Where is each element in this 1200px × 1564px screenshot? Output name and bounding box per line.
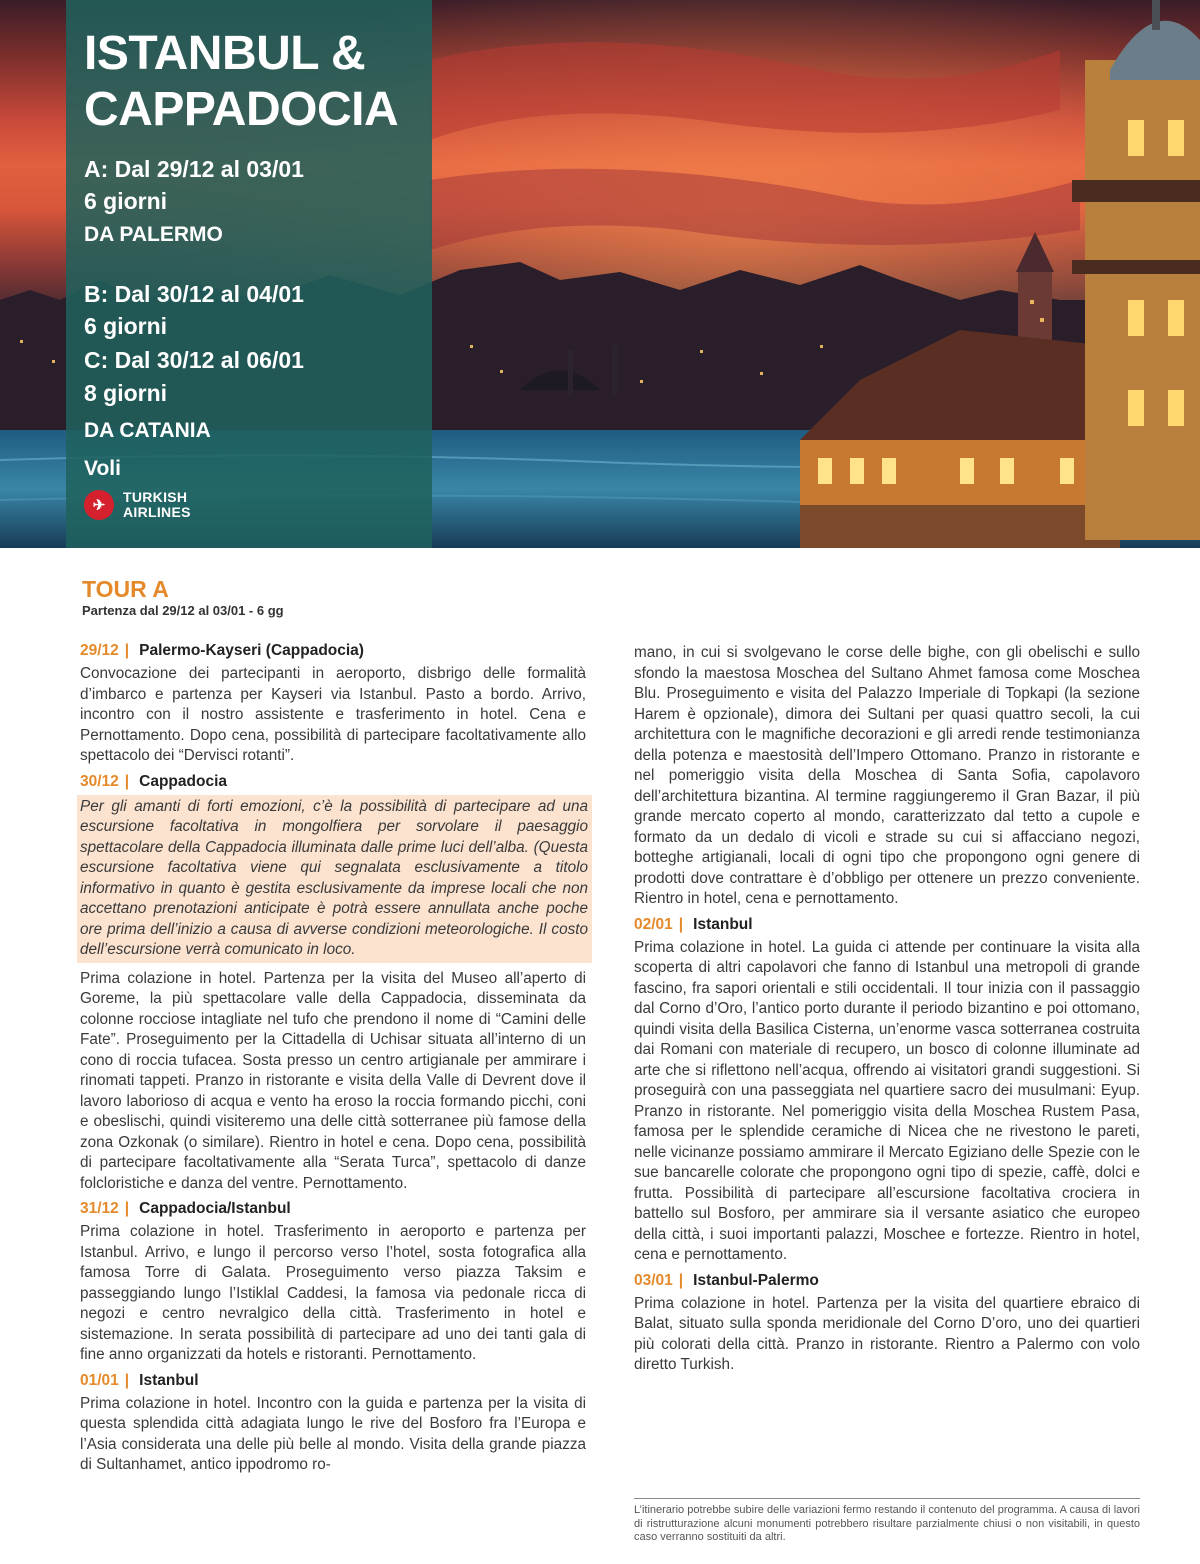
- flights-label: Voli: [84, 457, 121, 480]
- title-line-2: CAPPADOCIA: [84, 83, 399, 136]
- day-01-01: [80, 1370, 586, 1476]
- day-separator: |: [124, 642, 130, 659]
- day-heading: [80, 1370, 586, 1391]
- day-29-12: [80, 640, 586, 767]
- day-date: 31/12: [80, 1200, 119, 1217]
- day-place: Istanbul: [693, 915, 753, 933]
- optional-excursion-note: Per gli amanti di forti emozioni, c’è la possibilità di partecipare ad una escursione facoltativa in mongolfiera per sorvolare il paesaggio spettacolare della Cappadocia illuminata dalle prime luci dell’alba. (Questa escursione facoltativa viene qui segnalata esclusivamente a titolo informativo in quanto è gestita esclusivamente da imprese locali che non accettano prenotazioni anticipate è potrà essere annullata anche poche ore prima dell’inizio a causa di avverse condizioni meteorologiche. Il costo dell’escursione verrà comunicato in loco.: [77, 795, 592, 963]
- day-30-12: [80, 771, 586, 1195]
- day-02-01: [634, 914, 1140, 1266]
- itinerary-footnote: L’itinerario potrebbe subire delle variazioni fermo restando il contenuto del programma. A causa di lavori di ristrutturazione alcuni monumenti potrebbero risultare parzialmente chiusi o non visitabili, in questo caso verranno sostituiti da altri.: [634, 1498, 1140, 1545]
- day-heading: [634, 914, 1140, 935]
- option-c-days: 8 giorni: [84, 380, 168, 406]
- day-separator: |: [124, 1371, 130, 1389]
- day-description: Prima colazione in hotel. Partenza per la visita del Museo all’aperto di Goreme, la più spettacolare valle della Cappadocia, disseminata da colonne rocciose intagliate nel tufo che prendono il nome di “Camini delle Fate”. Proseguimento per la Cittadella di Uchisar situata all’interno di un cono di roccia tufacea. Sosta presso un centro artigianale per ammirare i rinomati tappeti. Pranzo in ristorante e visita della Valle di Devrent dove il lavoro laborioso di acqua e vento ha eroso la roccia formando picchi, coni e obeslischi, quindi visiteremo una delle città sotterranee più famose della zona Ozkonak (o similare). Rientro in hotel e cena. Dopo cena, possibilità di partecipare facoltativamente alla “Serata Turca”, spettacolo di danze folcloristiche e danza del ventre. Pernottamento.: [80, 969, 586, 1192]
- day-date: 01/01: [80, 1371, 119, 1389]
- option-b-dates: B: Dal 30/12 al 04/01: [84, 281, 304, 307]
- day-place: Cappadocia/Istanbul: [139, 1200, 291, 1217]
- day-date: 03/01: [634, 1271, 673, 1289]
- day-description: Prima colazione in hotel. Trasferimento in aeroporto e partenza per Istanbul. Arrivo, e lungo il percorso verso l’hotel, sosta fotografica alla famosa Torre di Galata. Proseguimento verso piazza Taksim e passeggiando lungo l’Istiklal Caddesi, la famosa via pedonale ricca di negozi e centro nevralgico della città. Trasferimento in hotel e sistemazione. In serata possibilità di partecipare ad uno dei tanti gala di fine anno organizzati da hotels e ristoranti. Pernottamento.: [80, 1223, 586, 1363]
- day-31-12: [80, 1198, 586, 1366]
- airline-name-line1: TURKISH: [123, 489, 188, 505]
- day-heading: [80, 1198, 586, 1219]
- option-a-days: 6 giorni: [84, 188, 168, 214]
- tour-title: TOUR A: [82, 576, 169, 602]
- day-description-part2: mano, in cui si svolgevano le corse delle bighe, con gli obelischi e sullo sfondo la maestosa Moschea del Sultano Ahmet famosa come Moschea Blu. Proseguimento e visita del Palazzo Imperiale di Topkapi (la sezione Harem è opzionale), dimora dei Sultani per quasi quattro secoli, la cui architettura con le magnifiche decorazioni e gli arredi rende testimonianza della potenza e maestosità dell’Impero Ottomano. Pranzo in ristorante e nel pomeriggio visita della Moschea di Santa Sofia, capolavoro dell’architettura bizantina. Al termine raggiungeremo il Gran Bazar, il più grande mercato coperto al mondo, caratterizzato dal tetto a cupole e formato da un dedalo di vicoli e strade su cui si affacciano negozi, botteghe artigianali, locali di ogni tipo che propongono ogni genere di prodotti dove contrattare è d’obbligo per ottenere un prezzo conveniente. Rientro in hotel, cena e pernottamento.: [634, 644, 1140, 907]
- day-date: 30/12: [80, 772, 119, 790]
- day-separator: |: [678, 915, 684, 933]
- airline-name: [123, 490, 191, 520]
- day-place: Istanbul-Palermo: [693, 1271, 819, 1289]
- tour-subtitle: Partenza dal 29/12 al 03/01 - 6 gg: [82, 603, 284, 618]
- option-bc-departure: DA CATANIA: [84, 419, 211, 442]
- itinerary-column-left: [80, 640, 586, 1480]
- day-separator: |: [678, 1271, 684, 1289]
- page-title: [84, 26, 398, 138]
- day-place: Palermo-Kayseri (Cappadocia): [139, 642, 364, 659]
- title-line-1: ISTANBUL &: [84, 27, 366, 80]
- day-heading: [634, 1270, 1140, 1291]
- turkish-airlines-icon: ✈: [84, 490, 114, 520]
- option-a-dates: A: Dal 29/12 al 03/01: [84, 156, 304, 182]
- airline-logo-block: [84, 490, 191, 520]
- day-description: Prima colazione in hotel. Partenza per la visita del quartiere ebraico di Balat, situato sulla sponda meridionale del Corno D’oro, uno dei quartieri più colorati della città. Pranzo in ristorante. Rientro a Palermo con volo diretto Turkish.: [634, 1294, 1140, 1373]
- option-a-departure: DA PALERMO: [84, 223, 223, 246]
- day-separator: |: [124, 1200, 130, 1217]
- option-c-dates: C: Dal 30/12 al 06/01: [84, 347, 304, 373]
- day-heading: [80, 771, 586, 792]
- itinerary-column-right: [634, 643, 1140, 1380]
- day-separator: |: [124, 772, 130, 790]
- day-description-part1: Prima colazione in hotel. Incontro con la guida e partenza per la visita di questa splendida città adagiata lungo le rive del Bosforo fra l’Europa e l’Asia considerata una delle più belle al mondo. Visita della grande piazza di Sultanhamet, antico ippodromo ro-: [80, 1394, 586, 1473]
- day-date: 02/01: [634, 915, 673, 933]
- day-03-01: [634, 1270, 1140, 1376]
- day-description: Convocazione dei partecipanti in aeroporto, disbrigo delle formalità d’imbarco e partenza per Kayseri via Istanbul. Pasto a bordo. Arrivo, incontro con il nostro assistente e trasferimento in hotel. Cena e Pernottamento. Dopo cena, possibilità di partecipare facoltativamente allo spettacolo dei “Dervisci rotanti”.: [80, 665, 586, 764]
- option-b-days: 6 giorni: [84, 313, 168, 339]
- day-description: Prima colazione in hotel. La guida ci attende per continuare la visita alla scoperta di altri capolavori che fanno di Istanbul una metropoli di grande fascino, fra sapori orientali e stili occidentali. Il tour inizia con il passaggio dal Corno d’Oro, l’antico porto durante il periodo bizantino e poi ottomano, quindi visita della Basilica Cisterna, un’enorme vasca sotterranea costruita dai Romani con materiale di recupero, un bosco di colonne illuminate ad arte che si riflettono nell’acqua, offrendo ai visitatori grandi suggestioni. Si proseguirà con una passeggiata nel quartiere sacro dei musulmani: Eyup. Pranzo in ristorante. Nel pomeriggio visita della Moschea Rustem Pasa, famosa per le splendide ceramiche di Nicea che ne rivestono le pareti, nelle vicinanze possiamo ammirare il Mercato Egiziano delle Spezie con le sue bancarelle colorate che propongono ogni tipo di spezie, caffè, dolci e frutta. Possibilità di partecipare all’escursione facoltativa crociera in battello sul Bosforo, per ammirare sia il versante asiatico che europeo della città, i suoi importanti palazzi, Moschee e fortezze. Rientro in hotel, cena e pernottamento.: [634, 938, 1140, 1263]
- day-place: Cappadocia: [139, 772, 227, 790]
- day-place: Istanbul: [139, 1371, 199, 1389]
- hero-banner: [0, 0, 1200, 548]
- day-date: 29/12: [80, 642, 119, 659]
- airline-name-line2: AIRLINES: [123, 504, 191, 520]
- day-heading: [80, 640, 586, 661]
